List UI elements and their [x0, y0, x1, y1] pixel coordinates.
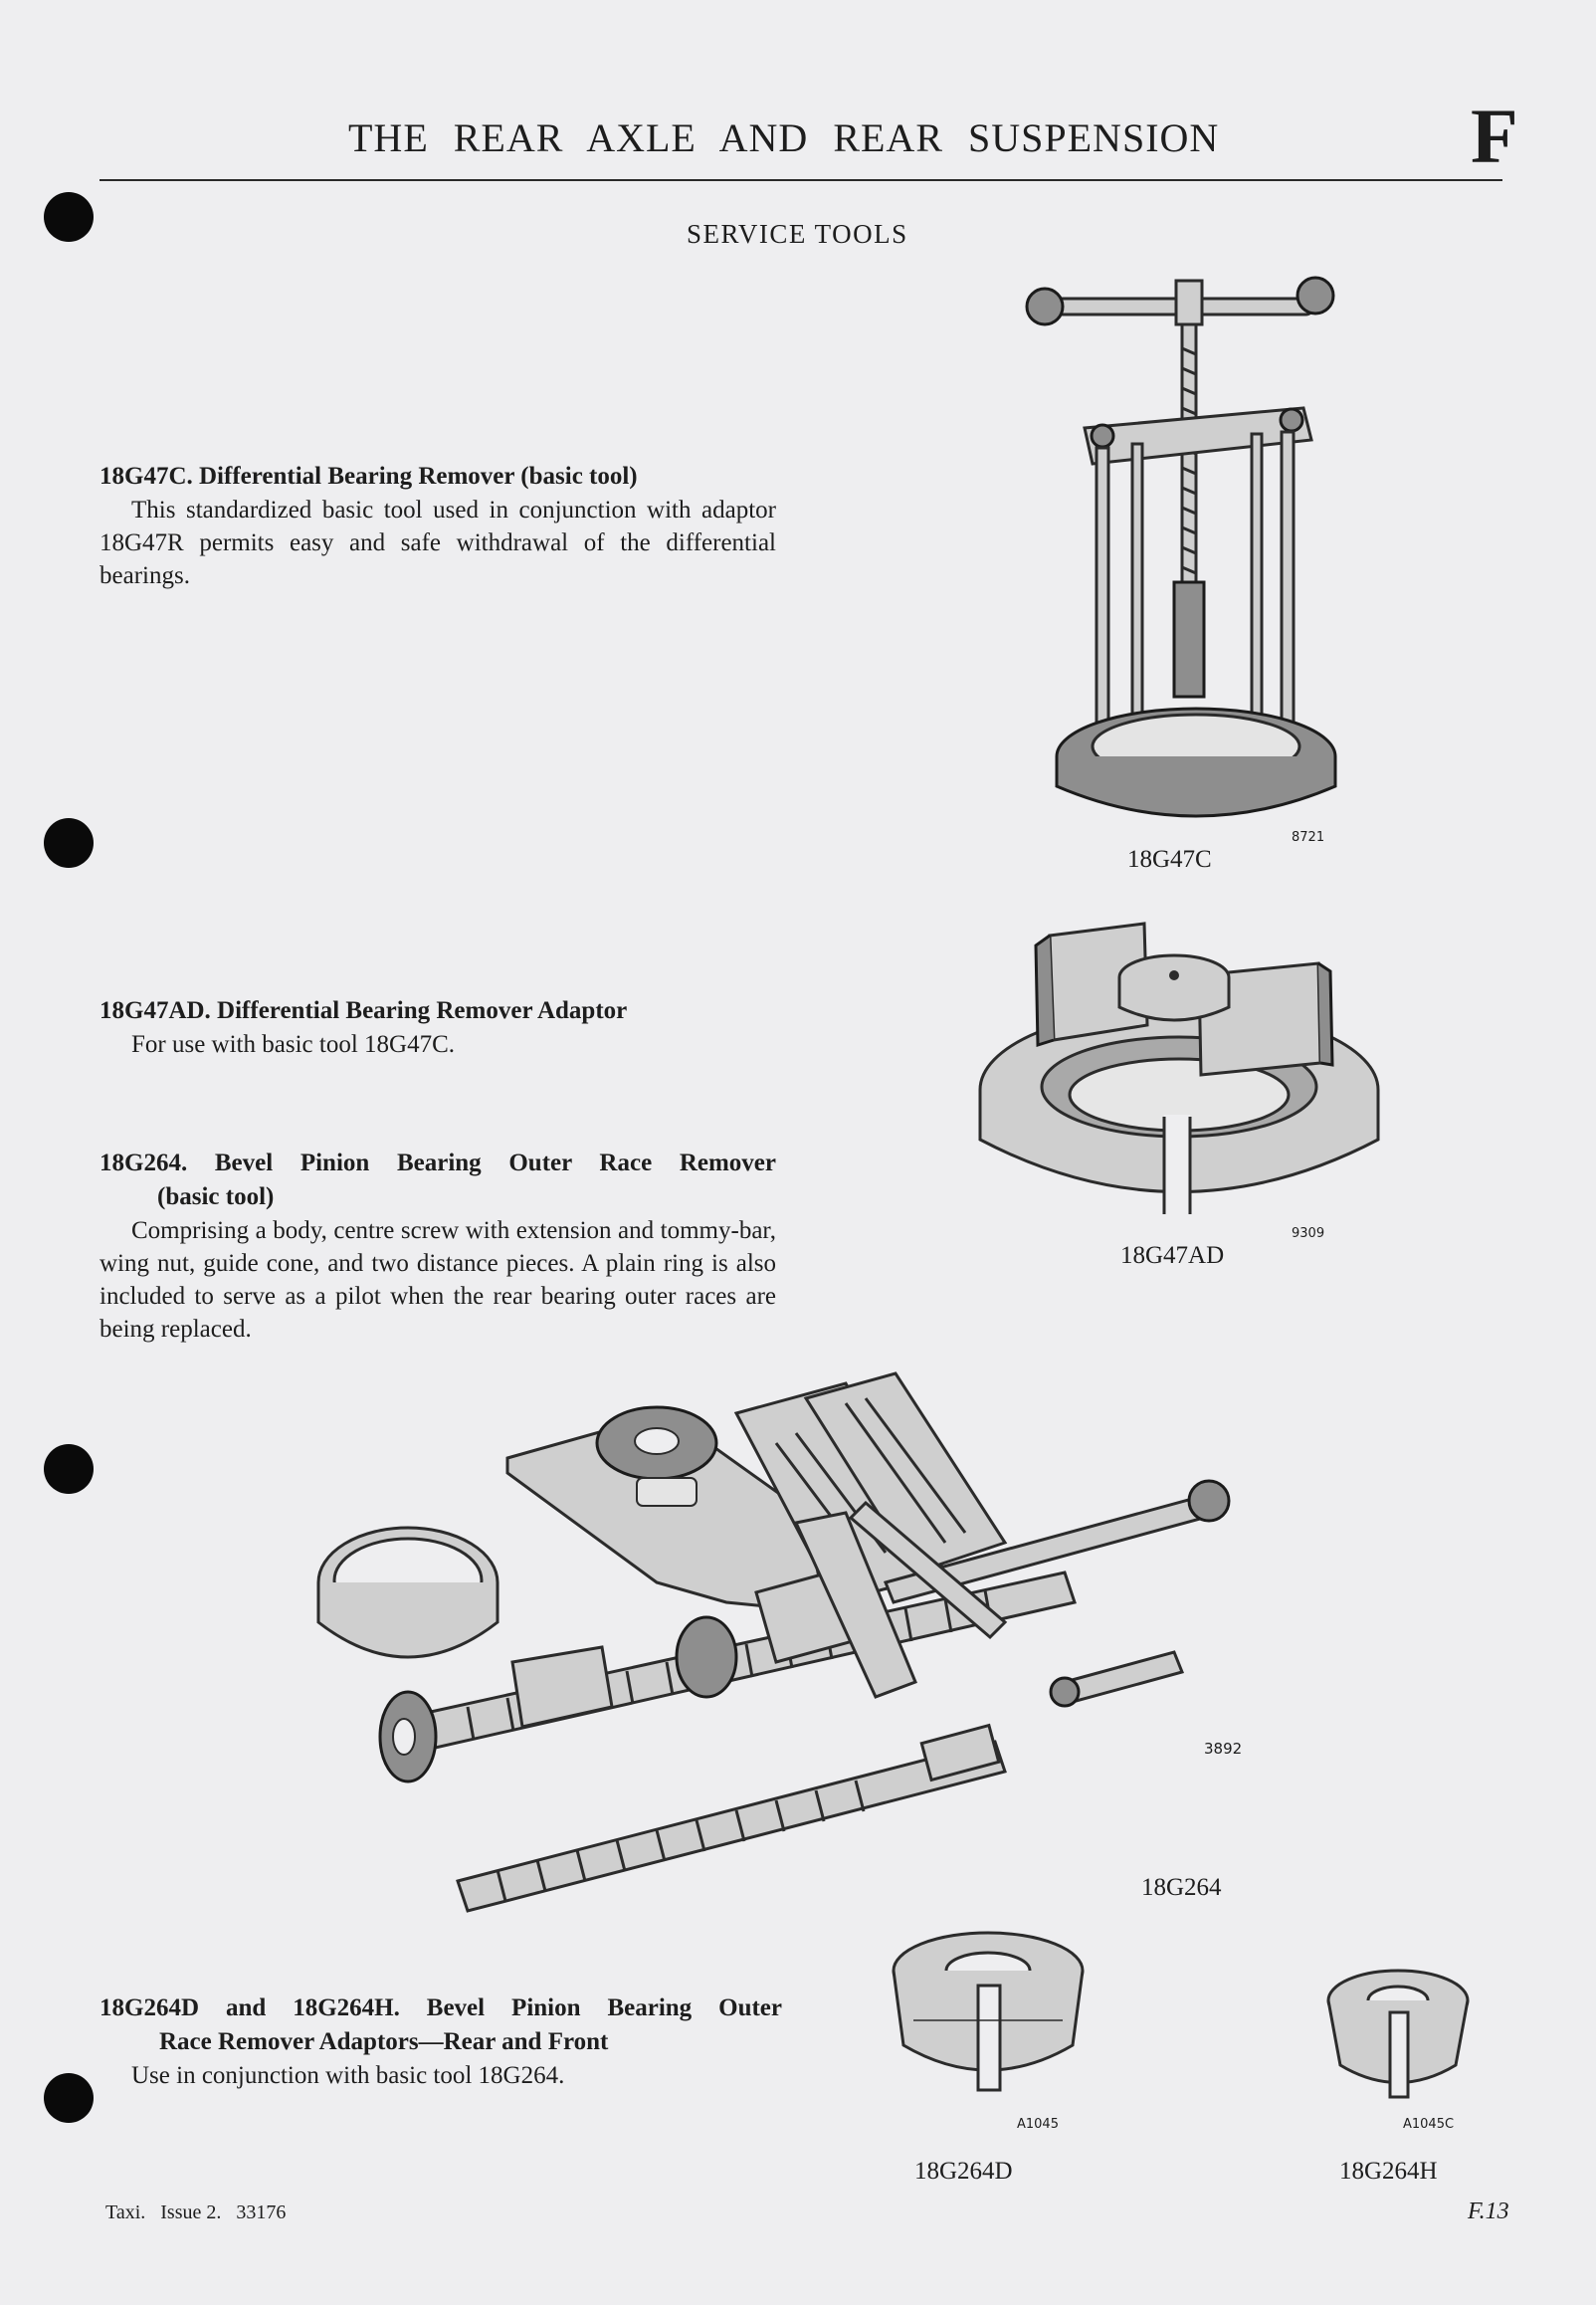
figure-ref-number: 3892 — [1204, 1740, 1243, 1758]
tool-description: Use in conjunction with basic tool 18G264. — [131, 2062, 565, 2089]
tool-entry-18g47ad — [100, 994, 776, 1061]
tool-heading: 18G47C. Differential Bearing Remover (basic tool) — [100, 463, 638, 490]
figure-ref-number: A1045 — [1017, 2117, 1059, 2132]
bearing-remover-illustration — [1015, 269, 1353, 826]
punch-hole — [44, 818, 94, 868]
pinion-race-remover-kit-illustration — [308, 1363, 1522, 1921]
punch-hole — [44, 192, 94, 242]
tool-heading-cont: Race Remover Adaptors—Rear and Front — [159, 2028, 609, 2055]
tool-heading: 18G264D and 18G264H. Bevel Pinion Bearing Outer — [100, 1994, 782, 2021]
figure-ref-number: 9309 — [1292, 1226, 1325, 1241]
figure-caption: 18G47AD — [1120, 1242, 1225, 1269]
tool-description: For use with basic tool 18G47C. — [131, 1031, 455, 1058]
tool-entry-18g264 — [100, 1147, 776, 1346]
rear-adaptor-illustration — [884, 1926, 1093, 2095]
footer-issue-info: Taxi. Issue 2. 33176 — [105, 2201, 287, 2223]
front-adaptor-illustration — [1318, 1961, 1478, 2100]
punch-hole — [44, 1444, 94, 1494]
figure-ref-number: A1045C — [1403, 2117, 1455, 2132]
tool-entry-18g47c — [100, 460, 776, 592]
tool-heading: 18G47AD. Differential Bearing Remover Adaptor — [100, 997, 628, 1024]
bearing-remover-adaptor-illustration — [970, 916, 1388, 1224]
tool-description: Comprising a body, centre screw with extension and tommy-bar, wing nut, guide cone, and two distance pieces. A plain ring is also included to serve as a pilot when the rear bearing outer races are being replaced. — [100, 1217, 776, 1343]
figure-caption: 18G264 — [1141, 1874, 1222, 1901]
figure-caption: 18G47C — [1127, 846, 1212, 873]
tool-description: This standardized basic tool used in conjunction with adaptor 18G47R permits easy and safe withdrawal of the differential bearings. — [100, 497, 776, 589]
page-title: THE REAR AXLE AND REAR SUSPENSION — [348, 115, 1220, 160]
tool-entry-18g264d-h — [100, 1991, 782, 2092]
tool-heading: 18G264. Bevel Pinion Bearing Outer Race Remover — [100, 1150, 776, 1176]
header-rule — [100, 179, 1502, 181]
tool-heading-cont: (basic tool) — [157, 1183, 275, 1210]
page-number: F.13 — [1468, 2199, 1509, 2224]
figure-caption: 18G264D — [914, 2158, 1013, 2185]
punch-hole — [44, 2073, 94, 2123]
section-letter: F — [1471, 93, 1518, 179]
section-subtitle: SERVICE TOOLS — [687, 219, 908, 249]
figure-ref-number: 8721 — [1292, 830, 1325, 845]
figure-caption: 18G264H — [1339, 2158, 1438, 2185]
